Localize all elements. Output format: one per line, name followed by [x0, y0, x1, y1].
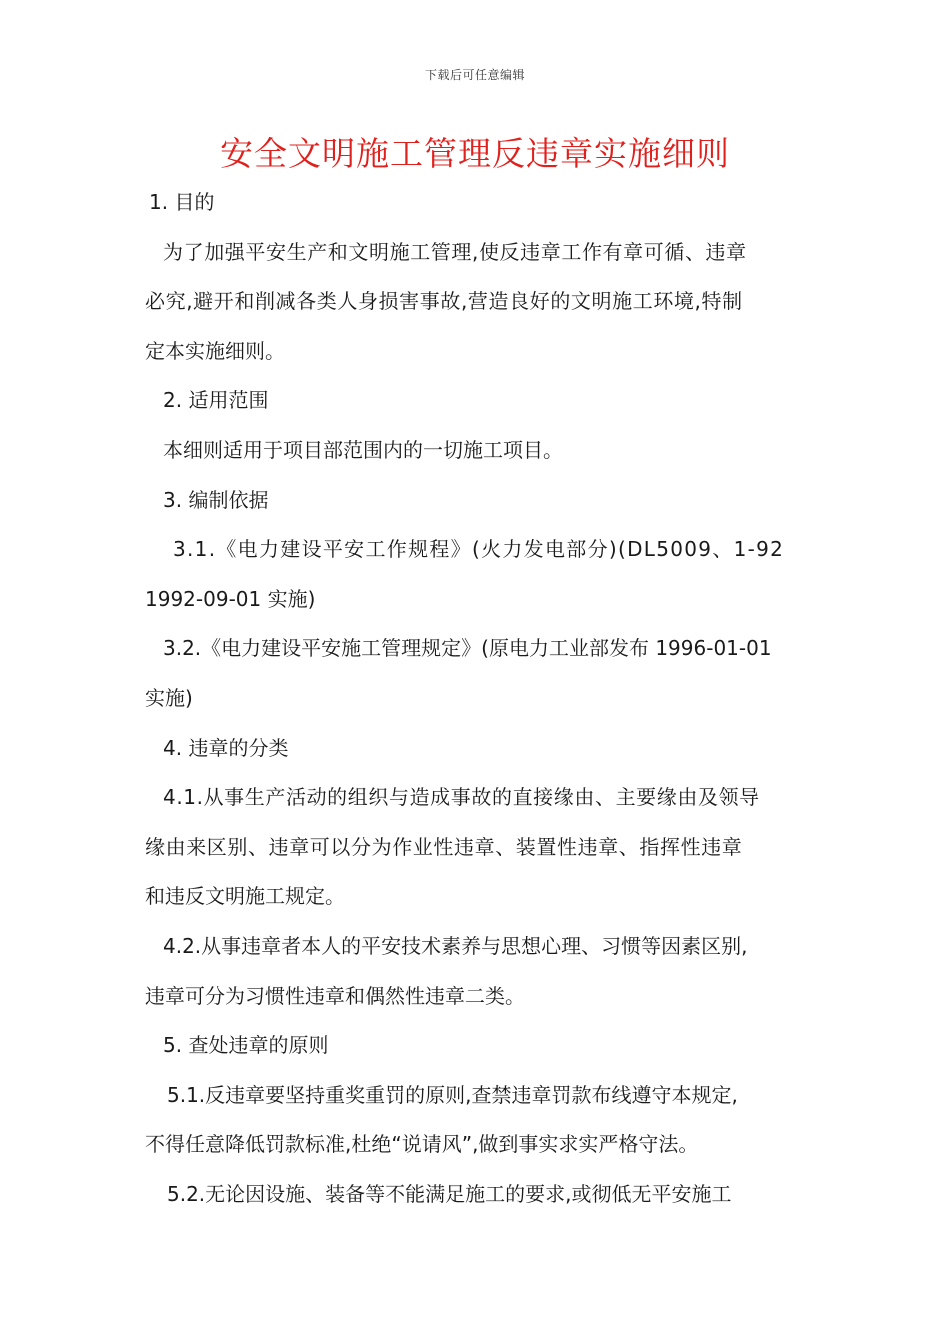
section-heading: 4. 违章的分类: [163, 735, 289, 760]
paragraph-line: 3.1.《电力建设平安工作规程》(火力发电部分)(DL5009、1-92: [173, 537, 785, 562]
paragraph-line: 和违反文明施工规定。: [145, 884, 345, 909]
paragraph-line: 5.2.无论因设施、装备等不能满足施工的要求,或彻低无平安施工: [167, 1181, 732, 1206]
document-body: [145, 178, 810, 1219]
section-heading: 2. 适用范围: [163, 388, 269, 413]
paragraph-line: 实施): [145, 685, 193, 710]
paragraph-line: 违章可分为习惯性违章和偶然性违章二类。: [145, 983, 525, 1008]
paragraph-line: 本细则适用于项目部范围内的一切施工项目。: [163, 437, 563, 462]
section-heading: 3. 编制依据: [163, 487, 269, 512]
paragraph-line: 4.1.从事生产活动的组织与造成事故的直接缘由、主要缘由及领导: [163, 785, 760, 810]
section-heading: 5. 查处违章的原则: [163, 1033, 329, 1058]
header-note: 下载后可任意编辑: [424, 68, 525, 82]
document-title: 安全文明施工管理反违章实施细则: [220, 134, 730, 173]
paragraph-line: 不得任意降低罚款标准,杜绝“说请风”,做到事实求实严格守法。: [145, 1132, 699, 1157]
paragraph-line: 定本实施细则。: [145, 338, 285, 363]
paragraph-line: 5.1.反违章要坚持重奖重罚的原则,查禁违章罚款布线遵守本规定,: [167, 1082, 738, 1107]
paragraph-line: 4.2.从事违章者本人的平安技术素养与思想心理、习惯等因素区别,: [163, 933, 748, 958]
paragraph-line: 为了加强平安生产和文明施工管理,使反违章工作有章可循、违章: [163, 239, 747, 264]
section-heading: 1. 目的: [149, 190, 215, 214]
paragraph-line: 必究,避开和削减各类人身损害事故,营造良好的文明施工环境,特制: [145, 289, 743, 314]
paragraph-line: 3.2.《电力建设平安施工管理规定》(原电力工业部发布 1996-01-01: [163, 636, 772, 661]
paragraph-line: 1992-09-01 实施): [145, 586, 316, 611]
paragraph-line: 缘由来区别、违章可以分为作业性违章、装置性违章、指挥性违章: [145, 834, 743, 859]
